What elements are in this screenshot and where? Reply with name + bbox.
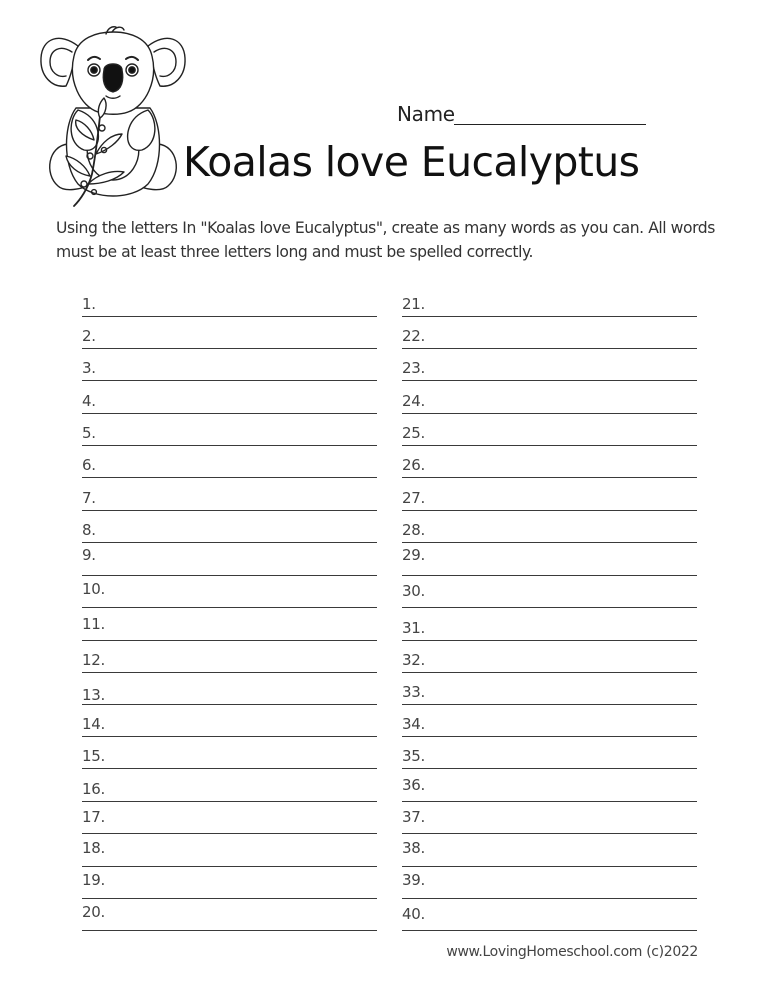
answer-number: 5. bbox=[82, 424, 96, 442]
answer-number: 29. bbox=[402, 546, 425, 564]
answer-number: 10. bbox=[82, 580, 105, 598]
answer-number: 23. bbox=[402, 359, 425, 377]
answer-number: 17. bbox=[82, 808, 105, 826]
answer-number: 25. bbox=[402, 424, 425, 442]
answer-number: 14. bbox=[82, 715, 105, 733]
answer-line[interactable] bbox=[82, 327, 377, 349]
answer-line[interactable] bbox=[402, 424, 697, 446]
answer-line[interactable] bbox=[82, 546, 377, 576]
answer-line[interactable] bbox=[402, 359, 697, 381]
answer-number: 40. bbox=[402, 905, 425, 923]
answer-line[interactable] bbox=[82, 686, 377, 705]
answer-number: 32. bbox=[402, 651, 425, 669]
answer-number: 13. bbox=[82, 686, 105, 704]
answer-line[interactable] bbox=[82, 780, 377, 802]
answer-line[interactable] bbox=[82, 651, 377, 673]
answer-line[interactable] bbox=[402, 582, 697, 608]
answer-number: 20. bbox=[82, 903, 105, 921]
answer-line[interactable] bbox=[402, 392, 697, 414]
answer-number: 19. bbox=[82, 871, 105, 889]
answer-number: 22. bbox=[402, 327, 425, 345]
instructions-text: Using the letters In "Koalas love Eucalyptus", create as many words as you can. All words must be at least three letters long and must be spelled correctly. bbox=[56, 219, 715, 261]
answer-line[interactable] bbox=[402, 776, 697, 802]
answer-number: 6. bbox=[82, 456, 96, 474]
answer-number: 28. bbox=[402, 521, 425, 539]
answer-line[interactable] bbox=[82, 392, 377, 414]
answer-number: 15. bbox=[82, 747, 105, 765]
answer-number: 26. bbox=[402, 456, 425, 474]
answer-line[interactable] bbox=[402, 871, 697, 899]
answer-line[interactable] bbox=[82, 715, 377, 737]
footer-copyright: www.LovingHomeschool.com (c)2022 bbox=[446, 944, 698, 960]
answer-line[interactable] bbox=[402, 619, 697, 641]
answer-line[interactable] bbox=[82, 747, 377, 769]
answer-number: 12. bbox=[82, 651, 105, 669]
answer-line[interactable] bbox=[402, 747, 697, 769]
answer-number: 39. bbox=[402, 871, 425, 889]
answer-line[interactable] bbox=[82, 424, 377, 446]
name-label: Name bbox=[397, 102, 455, 126]
answer-line[interactable] bbox=[402, 489, 697, 511]
answer-line[interactable] bbox=[82, 489, 377, 511]
answer-number: 38. bbox=[402, 839, 425, 857]
answer-line[interactable] bbox=[82, 295, 377, 317]
answer-number: 31. bbox=[402, 619, 425, 637]
answer-line[interactable] bbox=[402, 808, 697, 834]
answer-number: 3. bbox=[82, 359, 96, 377]
answer-line[interactable] bbox=[402, 839, 697, 867]
answer-number: 8. bbox=[82, 521, 96, 539]
answer-line[interactable] bbox=[82, 456, 377, 478]
answer-number: 4. bbox=[82, 392, 96, 410]
answer-number: 36. bbox=[402, 776, 425, 794]
name-input-line[interactable] bbox=[454, 124, 646, 125]
answer-line[interactable] bbox=[402, 456, 697, 478]
page-title: Koalas love Eucalyptus bbox=[183, 138, 640, 186]
answer-line[interactable] bbox=[82, 871, 377, 899]
answer-line[interactable] bbox=[402, 905, 697, 931]
answer-line[interactable] bbox=[82, 903, 377, 931]
answer-number: 18. bbox=[82, 839, 105, 857]
answer-line[interactable] bbox=[402, 546, 697, 576]
answer-line[interactable] bbox=[82, 580, 377, 608]
answer-number: 30. bbox=[402, 582, 425, 600]
answer-line[interactable] bbox=[82, 521, 377, 543]
answer-line[interactable] bbox=[402, 715, 697, 737]
answer-number: 1. bbox=[82, 295, 96, 313]
answer-number: 21. bbox=[402, 295, 425, 313]
answer-line[interactable] bbox=[402, 327, 697, 349]
answer-line[interactable] bbox=[82, 808, 377, 834]
answer-number: 37. bbox=[402, 808, 425, 826]
answer-number: 35. bbox=[402, 747, 425, 765]
answer-line[interactable] bbox=[402, 295, 697, 317]
answer-number: 16. bbox=[82, 780, 105, 798]
answer-number: 9. bbox=[82, 546, 96, 564]
answer-number: 24. bbox=[402, 392, 425, 410]
answer-number: 11. bbox=[82, 615, 105, 633]
answer-number: 7. bbox=[82, 489, 96, 507]
answer-number: 27. bbox=[402, 489, 425, 507]
answer-line[interactable] bbox=[82, 839, 377, 867]
answer-line[interactable] bbox=[402, 651, 697, 673]
answer-number: 2. bbox=[82, 327, 96, 345]
answer-line[interactable] bbox=[402, 683, 697, 705]
answer-line[interactable] bbox=[82, 615, 377, 641]
koala-illustration-icon bbox=[38, 24, 188, 208]
answer-number: 34. bbox=[402, 715, 425, 733]
answer-line[interactable] bbox=[402, 521, 697, 543]
answer-line[interactable] bbox=[82, 359, 377, 381]
answer-number: 33. bbox=[402, 683, 425, 701]
